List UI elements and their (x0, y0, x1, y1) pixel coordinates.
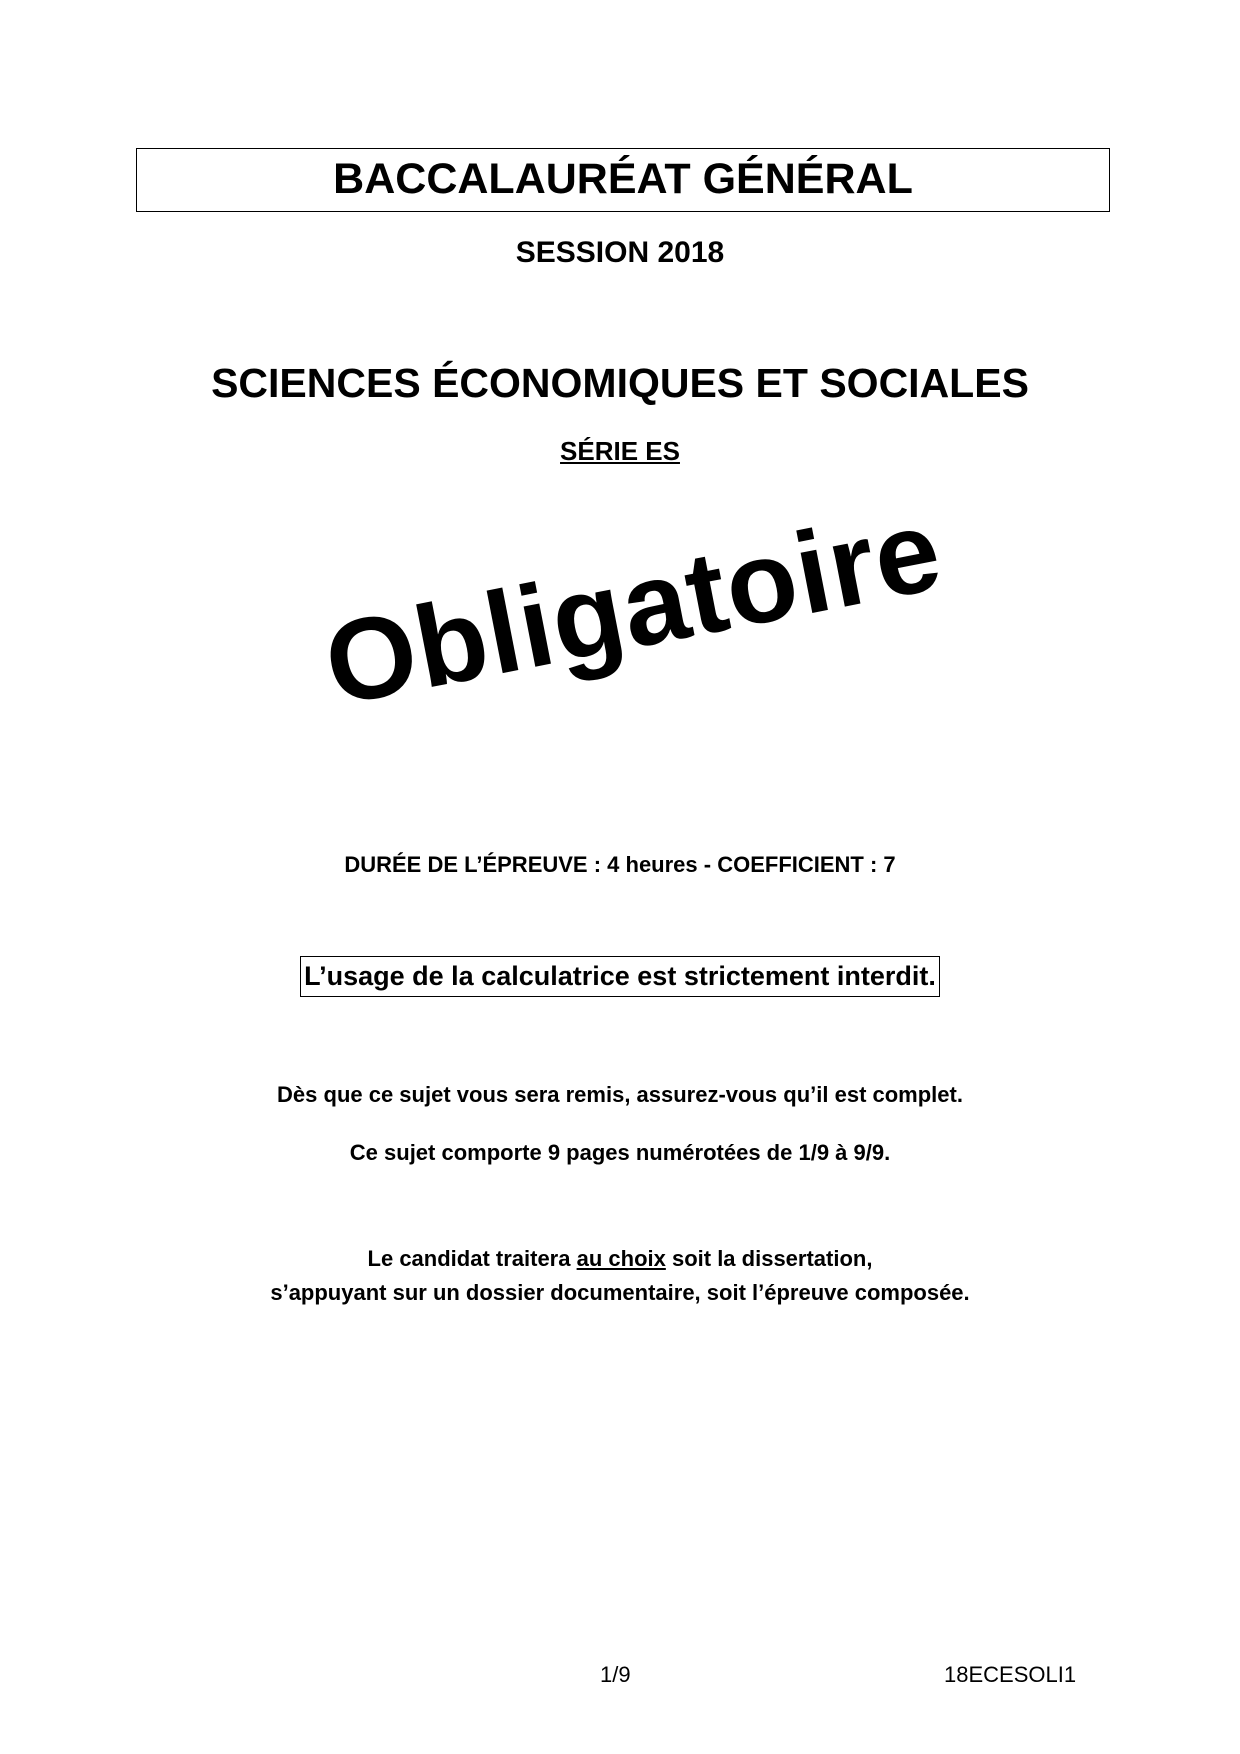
series-label (0, 436, 1240, 467)
calculator-notice-row (0, 956, 1240, 997)
choice-underlined: au choix (576, 1246, 666, 1271)
calculator-notice: L’usage de la calculatrice est strictement interdit. (300, 956, 940, 997)
series-text: SÉRIE ES (560, 436, 680, 466)
page-count-instruction: Ce sujet comporte 9 pages numérotées de 1/9 à 9/9. (349, 1140, 891, 1165)
choice-instruction-line1 (0, 1246, 1240, 1272)
document-code: 18ECESOLI1 (944, 1662, 1077, 1687)
choice-instruction-line2: s’appuyant sur un dossier documentaire, soit l’épreuve composée. (270, 1280, 970, 1305)
subject-title: SCIENCES ÉCONOMIQUES ET SOCIALES (211, 360, 1029, 406)
check-complete-instruction: Dès que ce sujet vous sera remis, assurez-vous qu’il est complet. (277, 1082, 963, 1107)
obligatoire-stamp: Obligatoire (314, 483, 952, 731)
session-label: SESSION 2018 (515, 236, 725, 269)
exam-duration: DURÉE DE L’ÉPREUVE : 4 heures - COEFFICIENT : 7 (344, 852, 896, 877)
exam-title: BACCALAURÉAT GÉNÉRAL (136, 148, 1110, 212)
page-number: 1/9 (600, 1662, 631, 1687)
choice-text-after: soit la dissertation, (665, 1246, 873, 1271)
choice-text-before: Le candidat traitera (367, 1246, 577, 1271)
